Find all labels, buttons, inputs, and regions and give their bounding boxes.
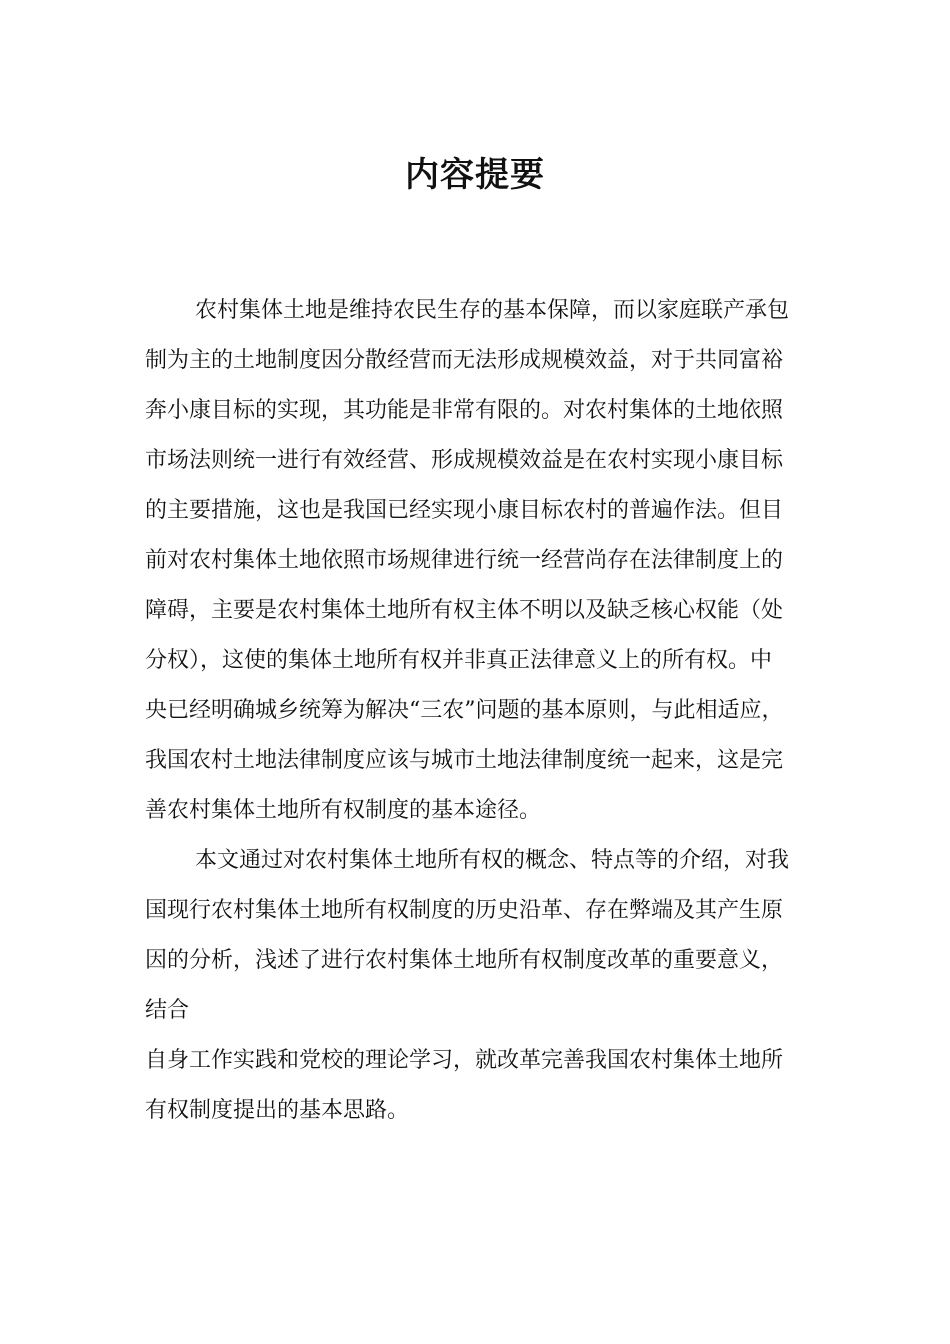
paragraph-2-line-5: 自身工作实践和党校的理论学习，就改革完善我国农村集体土地所 [145, 1048, 784, 1073]
paragraph-1-line-6: 前对农村集体土地依照市场规律进行统一经营尚存在法律制度上的 [145, 548, 784, 573]
paragraph-1-line-8: 分权），这使的集体土地所有权并非真正法律意义上的所有权。中 [145, 648, 773, 673]
page-title: 内容提要 [405, 155, 545, 195]
paragraph-1-line-10: 我国农村土地法律制度应该与城市土地法律制度统一起来，这是完 [145, 748, 784, 773]
paragraph-2-line-6: 有权制度提出的基本思路。 [145, 1098, 410, 1123]
paragraph-1-line-3: 奔小康目标的实现，其功能是非常有限的。对农村集体的土地依照 [145, 398, 784, 423]
paragraph-2-line-1: 本文通过对农村集体土地所有权的概念、特点等的介绍，对我 [195, 848, 790, 873]
paragraph-2-line-2: 国现行农村集体土地所有权制度的历史沿革、存在弊端及其产生原 [145, 898, 784, 923]
paragraph-2-line-3: 因的分析，浅述了进行农村集体土地所有权制度改革的重要意义， [145, 948, 784, 973]
paragraph-1-line-1: 农村集体土地是维持农民生存的基本保障，而以家庭联产承包 [195, 298, 790, 323]
paragraph-1-line-2: 制为主的土地制度因分散经营而无法形成规模效益，对于共同富裕 [145, 348, 784, 373]
paragraph-1-line-9: 央已经明确城乡统筹为解决“三农”问题的基本原则，与此相适应， [145, 698, 784, 723]
paragraph-1-line-4: 市场法则统一进行有效经营、形成规模效益是在农村实现小康目标 [145, 448, 784, 473]
paragraph-2-line-4: 结合 [145, 998, 190, 1023]
paragraph-1-line-5: 的主要措施，这也是我国已经实现小康目标农村的普遍作法。但目 [145, 498, 784, 523]
paragraph-1-line-11: 善农村集体土地所有权制度的基本途径。 [145, 798, 542, 823]
paragraph-1-line-7: 障碍，主要是农村集体土地所有权主体不明以及缺乏核心权能（处 [145, 598, 784, 623]
